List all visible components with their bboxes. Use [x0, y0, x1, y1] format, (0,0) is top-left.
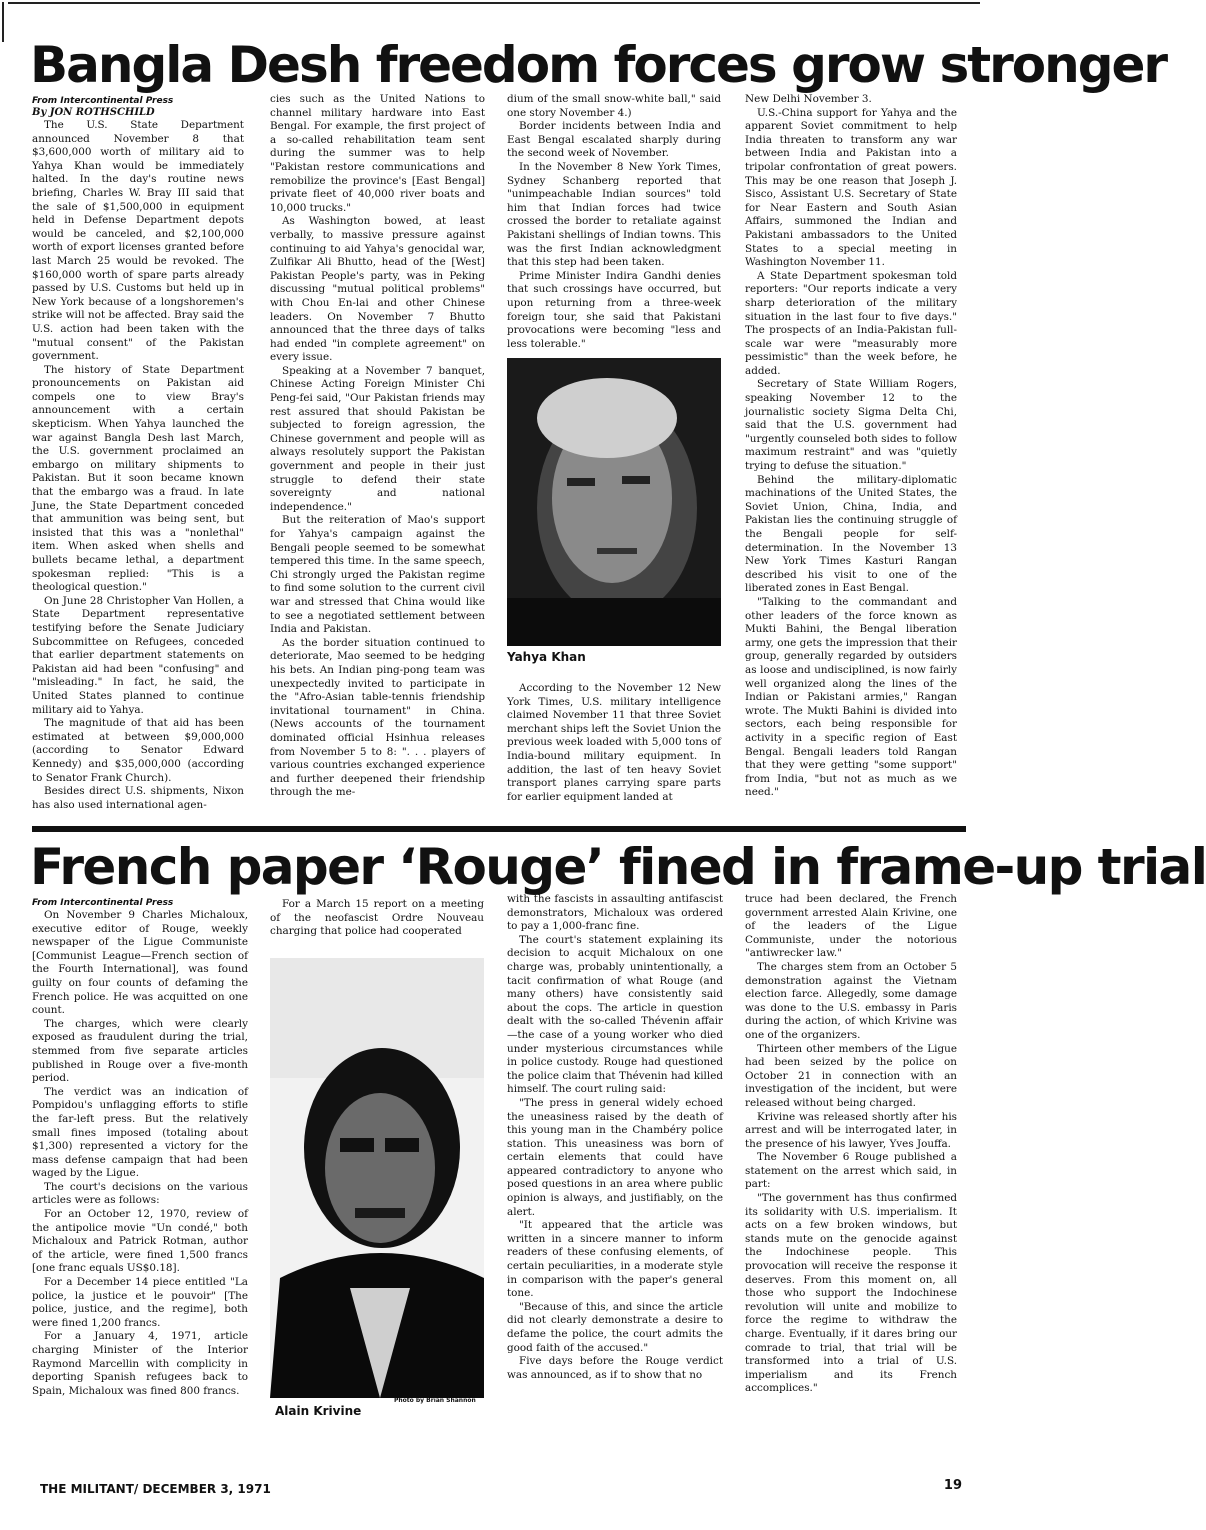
portrait-image — [270, 958, 484, 1398]
paragraph: Krivine was released shortly after his arrest and will be interrogated later, in the presence of his lawyer, Yves Jouffa. — [745, 1110, 957, 1150]
paragraph: The court's decisions on the various articles were as follows: — [32, 1180, 248, 1207]
article1-column-4 — [745, 93, 957, 818]
paragraph: "The government has thus confirmed its solidarity with U.S. imperialism. It acts on a few broken windows, but stands mute on the genocide against the Indochinese people. This provocation will receive the response it deserves. From this moment on, all those who support the Indochinese revolution will unite and mobilize to force the regime to withdraw the charge. Eventually, if it dares bring our comrade to trial, that trial will be transformed into a trial of U.S. imperialism and its French accomplices." — [745, 1192, 957, 1395]
paragraph: Thirteen other members of the Ligue had been seized by the police on October 21 in connection with an investigation of the incident, but were released without being charged. — [745, 1042, 957, 1109]
article1-byline: By JON ROTHSCHILD — [32, 107, 155, 118]
paragraph: On June 28 Christopher Van Hollen, a State Department representative testifying before the Senate Judiciary Subcommittee on Refugees, conceded that earlier department statements on Pakistan aid had been "confusing" and "misleading." In fact, he said, the United States planned to continue military aid to Yahya. — [32, 594, 244, 716]
article1-column-2 — [270, 93, 485, 818]
paragraph: "Talking to the commandant and other leaders of the force known as Mukti Bahini, the Bengal liberation army, one gets the impression that their group, generally regarded by outsiders as loose and undisciplined, is now fairly well organized along the lines of the Indian or Pakistani armies," Rangan wrote. The Mukti Bahini is divided into sectors, each being responsible for activity in a specific region of East Bengal. Bengali leaders told Rangan that they were getting "some support" from India, "but not as much as we need." — [745, 595, 957, 799]
paragraph: truce had been declared, the French government arrested Alain Krivine, one of the leaders of the Ligue Communiste, under the notorious "antiwrecker law." — [745, 893, 957, 960]
paragraph: The November 6 Rouge published a statement on the arrest which said, in part: — [745, 1151, 957, 1191]
paragraph: The history of State Department pronouncements on Pakistan aid compels one to view Bray's announcement with a certain skepticism. When Yahya launched the war against Bangla Desh last March, the U.S. government proclaimed an embargo on military shipments to Pakistan. But it soon became known that the embargo was a fraud. In late June, the State Department conceded that ammunition was being sent, but insisted that this was a "nonlethal" item. When asked when shells and bullets became lethal, a department spokesman replied: "This is a theological question." — [32, 363, 244, 594]
paragraph: Behind the military-diplomatic machinations of the United States, the Soviet Union, China, India, and Pakistan lies the continuing struggle of the Bengali people for self-determination. In the November 13 New York Times Kasturi Rangan described his visit to one of the liberated zones in East Bengal. — [745, 473, 957, 595]
photo-alain-krivine — [270, 958, 484, 1398]
article2-column-3 — [507, 893, 723, 1423]
paragraph: Prime Minister Indira Gandhi denies that such crossings have occurred, but upon returning from a three-week foreign tour, she said that Pakistani provocations were becoming "less and less tolerable." — [507, 269, 721, 350]
paragraph: The magnitude of that aid has been estimated at between $9,000,000 (according to Senator Edward Kennedy) and $35,000,000 (according to Senator Frank Church). — [32, 717, 244, 784]
paragraph: For a December 14 piece entitled "La police, la justice et le pouvoir" [The police, justice, and the regime], both were fined 1,200 francs. — [32, 1276, 248, 1329]
article2-col2-top-body — [270, 898, 484, 939]
top-border — [8, 2, 980, 4]
paragraph: Besides direct U.S. shipments, Nixon has also used international agen- — [32, 785, 244, 811]
paragraph: cies such as the United Nations to channel military hardware into East Bengal. For example, the first project of a so-called rehabilitation team sent during the summer was to help "Pakistan restore communications and remobilize the province's [East Bengal] private fleet of 40,000 river boats and 10,000 trucks." — [270, 93, 485, 214]
paragraph: The U.S. State Department announced November 8 that $3,600,000 worth of military aid to Yahya Khan would be immediately halted. In the day's routine news briefing, Charles W. Bray III said that the sale of $1,500,000 in equipment held in Defense Department depots would be canceled, and $2,100,000 worth of export licenses granted before last March 25 would be revoked. The $160,000 worth of spare parts already passed by U.S. Customs but held up in New York because of a longshoremen's strike will not be affected. Bray said the U.S. action had been taken with the "mutual consent" of the Pakistan government. — [32, 119, 244, 363]
photo-yahya-khan — [507, 358, 721, 646]
article1-col1-body — [32, 119, 244, 812]
photo-credit: Photo by Brian Shannon — [394, 1397, 476, 1404]
paragraph: Secretary of State William Rogers, speaking November 12 to the journalistic society Sigma Delta Chi, said that the U.S. government had "urgently counseled both sides to follow maximum restraint" and was "quietly trying to defuse the situation." — [745, 378, 957, 473]
section-divider — [32, 826, 966, 832]
article1-column-3-bottom — [507, 682, 721, 818]
paragraph: U.S.-China support for Yahya and the apparent Soviet commitment to help India threaten to transform any war between India and Pakistan into a tripolar confrontation of great powers. This may be one reason that Joseph J. Sisco, Assistant U.S. Secretary of State for Near Eastern and South Asian Affairs, summoned the Indian and Pakistani ambassadors to the United States to a special meeting in Washington November 11. — [745, 106, 957, 269]
paragraph: According to the November 12 New York Times, U.S. military intelligence claimed November 11 that three Soviet merchant ships left the Soviet Union the previous week loaded with 5,000 tons of India-bound military equipment. In addition, the last of ten heavy Soviet transport planes carrying spare parts for earlier equipment landed at — [507, 682, 721, 803]
paragraph: On November 9 Charles Michaloux, executive editor of Rouge, weekly newspaper of the Ligue Communiste [Communist League—French section of the Fourth International], was found guilty on four counts of defaming the French police. He was acquitted on one count. — [32, 909, 248, 1017]
article2-column-2-top — [270, 898, 484, 962]
paragraph: with the fascists in assaulting antifascist demonstrators, Michaloux was ordered to pay a 1,000-franc fine. — [507, 893, 723, 933]
paragraph: For a March 15 report on a meeting of the neofascist Ordre Nouveau charging that police had cooperated — [270, 898, 484, 938]
paragraph: "The press in general widely echoed the uneasiness raised by the death of this young man in the Chambéry police station. This uneasiness was born of certain elements that could have appeared contradictory to anyone who posed questions in an area where public opinion is always, and justifiably, on the alert. — [507, 1096, 723, 1218]
article1-source: From Intercontinental Press — [32, 96, 174, 106]
photo-caption-krivine: Alain Krivine — [275, 1404, 362, 1418]
article2-source: From Intercontinental Press — [32, 898, 174, 908]
paragraph: Five days before the Rouge verdict was announced, as if to show that no — [507, 1355, 723, 1381]
paragraph: For a January 4, 1971, article charging Minister of the Interior Raymond Marcellin with complicity in deporting Spanish refugees back to Spain, Michaloux was fined 800 francs. — [32, 1330, 248, 1397]
page-number: 19 — [943, 1478, 962, 1493]
portrait-image — [507, 358, 721, 646]
paragraph: The charges stem from an October 5 demonstration against the Vietnam election farce. Allegedly, some damage was done to the U.S. embassy in Paris during the action, of which Krivine was one of the organizers. — [745, 960, 957, 1041]
footer-masthead: THE MILITANT/ DECEMBER 3, 1971 — [40, 1482, 271, 1496]
article2-col4-body — [745, 893, 957, 1396]
headline-french-paper: French paper ‘Rouge’ fined in frame-up trial — [30, 838, 1206, 896]
paragraph: As the border situation continued to deteriorate, Mao seemed to be hedging his bets. An Indian ping-pong team was unexpectedly invited to participate in the "Afro-Asian table-tennis friendship invitational tournament" in China. (News accounts of the tournament dominated official Hsinhua releases from November 5 to 8: ". . . players of various countries exchanged experience and further deepened their friendship through the me- — [270, 636, 485, 799]
paragraph: In the November 8 New York Times, Sydney Schanberg reported that "unimpeachable Indian sources" told him that Indian forces had twice crossed the border to retaliate against Pakistani shellings of Indian towns. This was the first Indian acknowledgment that this step had been taken. — [507, 160, 721, 269]
paragraph: As Washington bowed, at least verbally, to massive pressure against continuing to aid Yahya's genocidal war, Zulfikar Ali Bhutto, head of the [West] Pakistan People's party, was in Peking discussing "mutual political problems" with Chou En-lai and other Chinese leaders. On November 7 Bhutto announced that the three days of talks had ended "in complete agreement" on every issue. — [270, 215, 485, 364]
paragraph: New Delhi November 3. — [745, 93, 872, 105]
article1-col3-bottom-body — [507, 682, 721, 804]
left-border — [2, 2, 4, 42]
article2-column-1 — [32, 898, 248, 1418]
paragraph: Border incidents between India and East Bengal escalated sharply during the second week of November. — [507, 120, 721, 160]
paragraph: For an October 12, 1970, review of the antipolice movie "Un condé," both Michaloux and Patrick Rotman, author of the article, were fined 1,500 francs [one franc equals US$0.18]. — [32, 1208, 248, 1275]
article1-col2-body — [270, 93, 485, 800]
paragraph: "Because of this, and since the article did not clearly demonstrate a desire to defame the police, the court admits the good faith of the accused." — [507, 1300, 723, 1354]
paragraph: The verdict was an indication of Pompidou's unflagging efforts to stifle the far-left press. But the relatively small fines imposed (totaling about $1,300) represented a victory for the mass defense campaign that had been waged by the Ligue. — [32, 1085, 248, 1180]
article2-col3-body — [507, 893, 723, 1382]
article1-col3-top-body — [507, 93, 721, 351]
paragraph: The court's statement explaining its decision to acquit Michaloux on one charge was, probably unintentionally, a tacit confirmation of what Rouge (and many others) have consistently said about the cops. The article in question dealt with the so-called Thévenin affair—the case of a young worker who died under mysterious circumstances while in police custody. Rouge had questioned the police claim that Thévenin had killed himself. The court ruling said: — [507, 933, 723, 1096]
photo-caption-yahya: Yahya Khan — [507, 650, 586, 664]
paragraph: dium of the small snow-white ball," said one story November 4.) — [507, 93, 721, 119]
article1-column-3-top — [507, 93, 721, 350]
article1-column-1 — [32, 96, 244, 818]
paragraph: The charges, which were clearly exposed as fraudulent during the trial, stemmed from five separate articles published in Rouge over a five-month period. — [32, 1017, 248, 1085]
paragraph: Speaking at a November 7 banquet, Chinese Acting Foreign Minister Chi Peng-fei said, "Our Pakistan friends may rest assured that should Pakistan be subjected to foreign agression, the Chinese government and people will as always resolutely support the Pakistan government and people in their just struggle to defend their state sovereignty and national independence." — [270, 364, 485, 513]
paragraph: A State Department spokesman told reporters: "Our reports indicate a very sharp deterioration of the military situation in the last four to five days." The prospects of an India-Pakistan full-scale war were "measurably more pessimistic" than the week before, he added. — [745, 269, 957, 377]
article2-col1-body — [32, 909, 248, 1398]
article1-col4-body — [745, 93, 957, 800]
paragraph: "It appeared that the article was written in a sincere manner to inform readers of these confusing elements, of certain peculiarities, in a moderate style in comparison with the paper's general tone. — [507, 1219, 723, 1300]
paragraph: But the reiteration of Mao's support for Yahya's campaign against the Bengali people seemed to be somewhat tempered this time. In the same speech, Chi strongly urged the Pakistan regime to find some solution to the current civil war and stressed that China would like to see a negotiated settlement between India and Pakistan. — [270, 514, 485, 636]
headline-bangla-desh: Bangla Desh freedom forces grow stronger — [30, 36, 1167, 94]
article2-column-4 — [745, 893, 957, 1423]
